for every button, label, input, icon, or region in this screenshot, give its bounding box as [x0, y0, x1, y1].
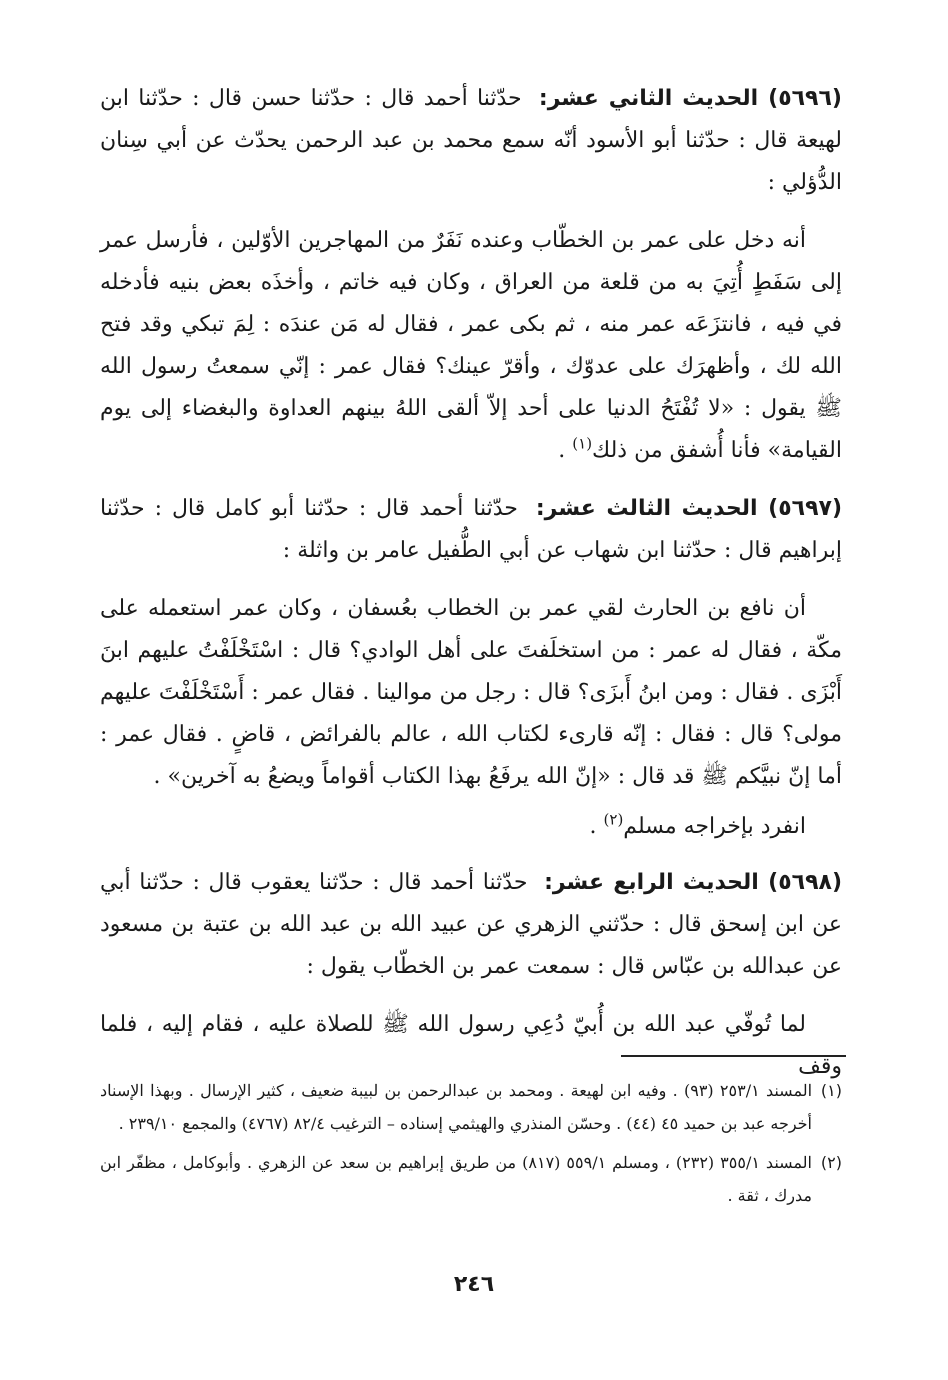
hadith-heading: (٥٦٩٧) الحديث الثالث عشر:: [535, 496, 842, 521]
hadith-5696-text: [100, 220, 842, 472]
footnote-1: [100, 1074, 842, 1140]
hadith-heading: (٥٦٩٦) الحديث الثاني عشر:: [538, 86, 842, 111]
hadith-text: لما تُوفّي عبد الله بن أُبيّ دُعِي رسول الله ﷺ للصلاة عليه ، فقام إليه ، فلما وقف: [100, 1012, 842, 1079]
hadith-5697-text: [100, 588, 842, 798]
hadith-text: أنه دخل على عمر بن الخطّاب وعنده نَفَرٌ من المهاجرين الأوّلين ، فأرسل عمر إلى سَفَطٍ أُتِيَ به من قلعة من العراق ، وكان فيه خاتم ، وأخذَه بعض بنيه فأدخله في فيه ، فانتزَعَه عمر منه ، ثم بكى عمر ، فقال له مَن عندَه : لِمَ تبكي وقد فتح الله لك ، وأظهرَك على عدوّك ، وأقرّ عينك؟ فقال عمر : إنّي سمعتُ رسول الله ﷺ يقول : «لا تُفْتَحُ الدنيا على أحد إلاّ ألقى اللهُ بينهم العداوة والبغضاء إلى يوم القيامة» فأنا أُشفق من ذلك: [100, 228, 842, 463]
takhrij-note-end: .: [589, 814, 604, 839]
hadith-5698-chain: [100, 862, 842, 988]
page-number: ٢٤٦: [453, 1272, 495, 1297]
footnotes: [100, 1074, 842, 1218]
footnote-number: (٢): [820, 1153, 842, 1172]
footnote-reference[interactable]: (٢): [603, 810, 624, 829]
hadith-heading: (٥٦٩٨) الحديث الرابع عشر:: [544, 870, 842, 895]
hadith-5696-chain: [100, 78, 842, 204]
footnote-text: المسند ٣٥٥/١ (٢٣٢) ، ومسلم ٥٥٩/١ (٨١٧) من طريق إبراهيم بن سعد عن الزهري . وأبوكامل ، مظفّر ابن مدرك ، ثقة .: [100, 1153, 812, 1205]
footnote-divider: [621, 1055, 846, 1057]
takhrij-note: انفرد بإخراجه مسلم: [623, 814, 806, 839]
hadith-chain: حدّثنا أحمد قال : حدّثنا يعقوب قال : حدّثنا أبي عن ابن إسحق قال : حدّثني الزهري عن عبيد الله بن عبد الله بن عتبة بن مسعود عن عبدالله بن عبّاس قال : سمعت عمر بن الخطّاب يقول :: [100, 870, 842, 979]
hadith-text-end: .: [558, 438, 573, 463]
hadith-chain: حدّثنا أحمد قال : حدّثنا أبو كامل قال : حدّثنا إبراهيم قال : حدّثنا ابن شهاب عن أبي الطُّفيل عامر بن واثلة :: [100, 496, 842, 563]
hadith-5697-note: [100, 806, 806, 848]
footnote-reference[interactable]: (١): [572, 434, 593, 453]
footnote-number: (١): [820, 1081, 842, 1100]
hadith-5697-chain: [100, 488, 842, 572]
footnote-2: [100, 1146, 842, 1212]
footnote-text: المسند ٢٥٣/١ (٩٣) . وفيه ابن لهيعة . ومحمد بن عبدالرحمن بن لبيبة ضعيف ، كثير الإرسال . وبهذا الإسناد أخرجه عبد بن حميد ٤٥ (٤٤) . وحسّن المنذري والهيثمي إسناده – الترغيب ٨٢/٤ (٤٧٦٧) والمجمع ٢٣٩/١٠ .: [100, 1081, 813, 1133]
main-text: [100, 78, 842, 1104]
hadith-chain: حدّثنا أحمد قال : حدّثنا حسن قال : حدّثنا ابن لهيعة قال : حدّثنا أبو الأسود أنّه سمع محمد بن عبد الرحمن يحدّث عن أبي سِنان الدُّؤلي :: [100, 86, 842, 195]
hadith-text: أن نافع بن الحارث لقي عمر بن الخطاب بعُسفان ، وكان عمر استعمله على مكّة ، فقال له عمر : من استخلَفتَ على أهل الوادي؟ قال : اسْتَخْلَفْتُ عليهم ابنَ أَبْزَى . فقال : ومن ابنُ أَبزَى؟ قال : رجل من موالينا . فقال عمر : أَسْتَخْلَفْتَ عليهم مولى؟ قال : فقال : إنّه قارىء لكتاب الله ، عالم بالفرائض ، قاضٍ . فقال عمر : أما إنّ نبيَّكم ﷺ قد قال : «إنّ الله يرفَعُ بهذا الكتاب أقواماً ويضعُ به آخرين» .: [100, 596, 842, 789]
